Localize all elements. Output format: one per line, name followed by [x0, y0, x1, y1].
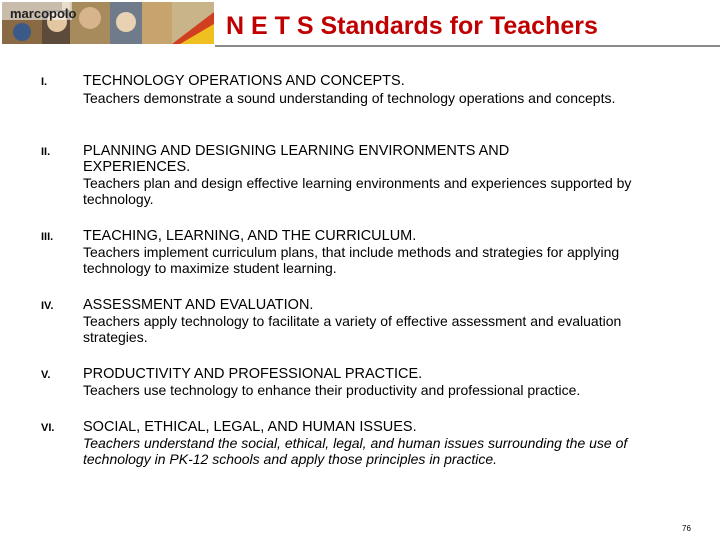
item-heading: TECHNOLOGY OPERATIONS AND CONCEPTS. — [83, 73, 405, 89]
header — [0, 0, 720, 46]
item-heading: PRODUCTIVITY AND PROFESSIONAL PRACTICE. — [83, 366, 423, 382]
item-description: Teachers plan and design effective learning environments and experiences supported by technology. — [83, 175, 632, 207]
item-description: Teachers understand the social, ethical, legal, and human issues surrounding the use of technology in PK-12 schools and apply those principles in practice. — [83, 435, 628, 467]
title-underline — [215, 45, 720, 47]
item-description: Teachers demonstrate a sound understanding of technology operations and concepts. — [83, 90, 616, 106]
item-heading: SOCIAL, ETHICAL, LEGAL, AND HUMAN ISSUES. — [83, 419, 417, 435]
page-number: 76 — [682, 524, 691, 533]
item-numeral: I. — [41, 76, 48, 88]
item-heading: PLANNING AND DESIGNING LEARNING ENVIRONMENTS AND EXPERIENCES. — [83, 143, 510, 175]
page-title: N E T S Standards for Teachers — [226, 12, 598, 40]
logo-text: marcopolo — [10, 6, 77, 21]
item-heading: ASSESSMENT AND EVALUATION. — [83, 297, 314, 313]
item-heading: TEACHING, LEARNING, AND THE CURRICULUM. — [83, 228, 417, 244]
item-numeral: V. — [41, 369, 51, 381]
item-numeral: IV. — [41, 300, 54, 312]
item-description: Teachers implement curriculum plans, that include methods and strategies for applying technology to maximize student learning. — [83, 244, 620, 276]
item-description: Teachers use technology to enhance their productivity and professional practice. — [83, 382, 581, 398]
item-numeral: II. — [41, 146, 51, 158]
item-numeral: VI. — [41, 422, 55, 434]
marcopolo-logo — [2, 2, 214, 44]
item-description: Teachers apply technology to facilitate a variety of effective assessment and evaluation strategies. — [83, 313, 622, 345]
item-numeral: III. — [41, 231, 54, 243]
